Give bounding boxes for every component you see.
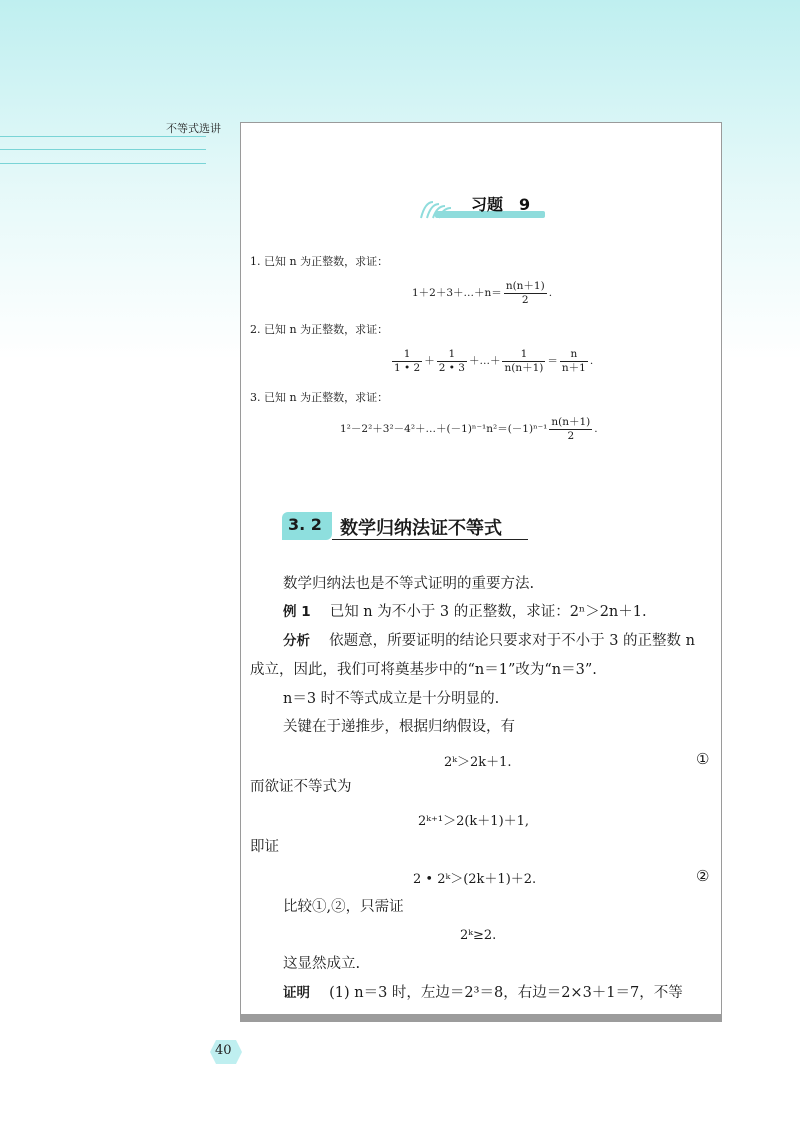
problem-2-formula xyxy=(390,348,593,374)
numerator: n(n＋1) xyxy=(505,280,545,292)
page-frame-bottom-bar xyxy=(240,1014,722,1022)
formula-3: 2 • 2ᵏ＞(2k＋1)＋2. xyxy=(413,872,537,887)
denominator: 2 xyxy=(567,429,575,442)
example-label: 例 1 xyxy=(283,604,311,620)
formula-lhs: 1＋2＋3＋…＋n＝ xyxy=(412,287,502,300)
fraction xyxy=(549,416,592,442)
page-number: 40 xyxy=(215,1043,232,1058)
fraction xyxy=(392,348,422,374)
fraction xyxy=(560,348,588,374)
header-line xyxy=(0,163,206,164)
numerator: 1 xyxy=(502,348,545,362)
header-title: 不等式选讲 xyxy=(166,122,221,135)
exercise-heading xyxy=(419,190,543,224)
page-number-badge xyxy=(210,1040,242,1064)
wave-decoration-icon xyxy=(419,198,453,222)
formula-end: . xyxy=(594,423,598,436)
problem-3-formula xyxy=(340,416,598,442)
proof-label: 证明 xyxy=(283,985,310,1001)
denominator: n＋1 xyxy=(561,361,586,374)
problem-1-label: 1. 已知 n 为正整数，求证： xyxy=(250,255,389,268)
denominator: 2 xyxy=(521,293,529,306)
formula-lhs: 1²－2²＋3²－4²＋…＋(－1)ⁿ⁻¹n²＝(－1)ⁿ⁻¹ xyxy=(340,423,548,436)
fraction xyxy=(437,348,467,374)
header-line xyxy=(0,136,206,137)
exercise-title: 习题 9 xyxy=(471,195,531,214)
intro-paragraph: 数学归纳法也是不等式证明的重要方法. xyxy=(283,576,535,592)
analysis-line-2: 成立，因此，我们可将奠基步中的“n＝1”改为“n＝3”. xyxy=(250,662,597,678)
paragraph-ji: 即证 xyxy=(250,839,279,855)
proof-text: (1) n＝3 时，左边＝2³＝8，右边＝2×3＋1＝7，不等 xyxy=(329,985,683,1001)
formula-end: . xyxy=(589,355,594,368)
equation-mark-2: ② xyxy=(696,867,710,885)
section-number: 3. 2 xyxy=(288,515,322,534)
problem-1-formula xyxy=(412,280,552,306)
paragraph-key: 关键在于递推步，根据归纳假设，有 xyxy=(283,719,515,735)
fraction xyxy=(504,280,547,306)
formula-end: . xyxy=(548,287,553,300)
example-1 xyxy=(283,605,647,620)
numerator: n xyxy=(560,348,588,362)
paragraph-obvious: 这显然成立. xyxy=(283,956,361,972)
denominator: n(n＋1) xyxy=(504,361,544,374)
denominator: 2 • 3 xyxy=(438,361,465,374)
formula-4: 2ᵏ≥2. xyxy=(460,928,497,943)
formula-1: 2ᵏ＞2k＋1. xyxy=(444,755,512,770)
ellipsis-sum: ＋…＋ xyxy=(468,355,501,368)
section-heading xyxy=(282,512,528,542)
section-title: 数学归纳法证不等式 xyxy=(340,518,502,539)
formula-2: 2ᵏ⁺¹＞2(k＋1)＋1, xyxy=(418,814,530,829)
paragraph-n3: n＝3 时不等式成立是十分明显的. xyxy=(283,691,500,707)
example-text: 已知 n 为不小于 3 的正整数，求证：2ⁿ＞2n＋1. xyxy=(329,604,647,620)
analysis-label: 分析 xyxy=(283,633,310,649)
paragraph-want: 而欲证不等式为 xyxy=(250,779,352,795)
analysis-line-1 xyxy=(283,634,695,649)
paragraph-compare: 比较①,②，只需证 xyxy=(283,899,404,915)
plus-sign: ＋ xyxy=(424,355,435,368)
equals-sign: ＝ xyxy=(547,355,558,368)
fraction xyxy=(502,348,545,374)
numerator: n(n＋1) xyxy=(551,416,591,428)
header-line xyxy=(0,149,206,150)
numerator: 1 xyxy=(392,348,422,362)
section-underline xyxy=(332,539,528,540)
analysis-text: 依题意，所要证明的结论只要求对于不小于 3 的正整数 n xyxy=(329,633,695,649)
proof-line xyxy=(283,986,683,1001)
problem-2-label: 2. 已知 n 为正整数，求证： xyxy=(250,323,389,336)
numerator: 1 xyxy=(437,348,467,362)
problem-3-label: 3. 已知 n 为正整数，求证： xyxy=(250,391,389,404)
denominator: 1 • 2 xyxy=(394,361,421,374)
equation-mark-1: ① xyxy=(696,750,710,768)
